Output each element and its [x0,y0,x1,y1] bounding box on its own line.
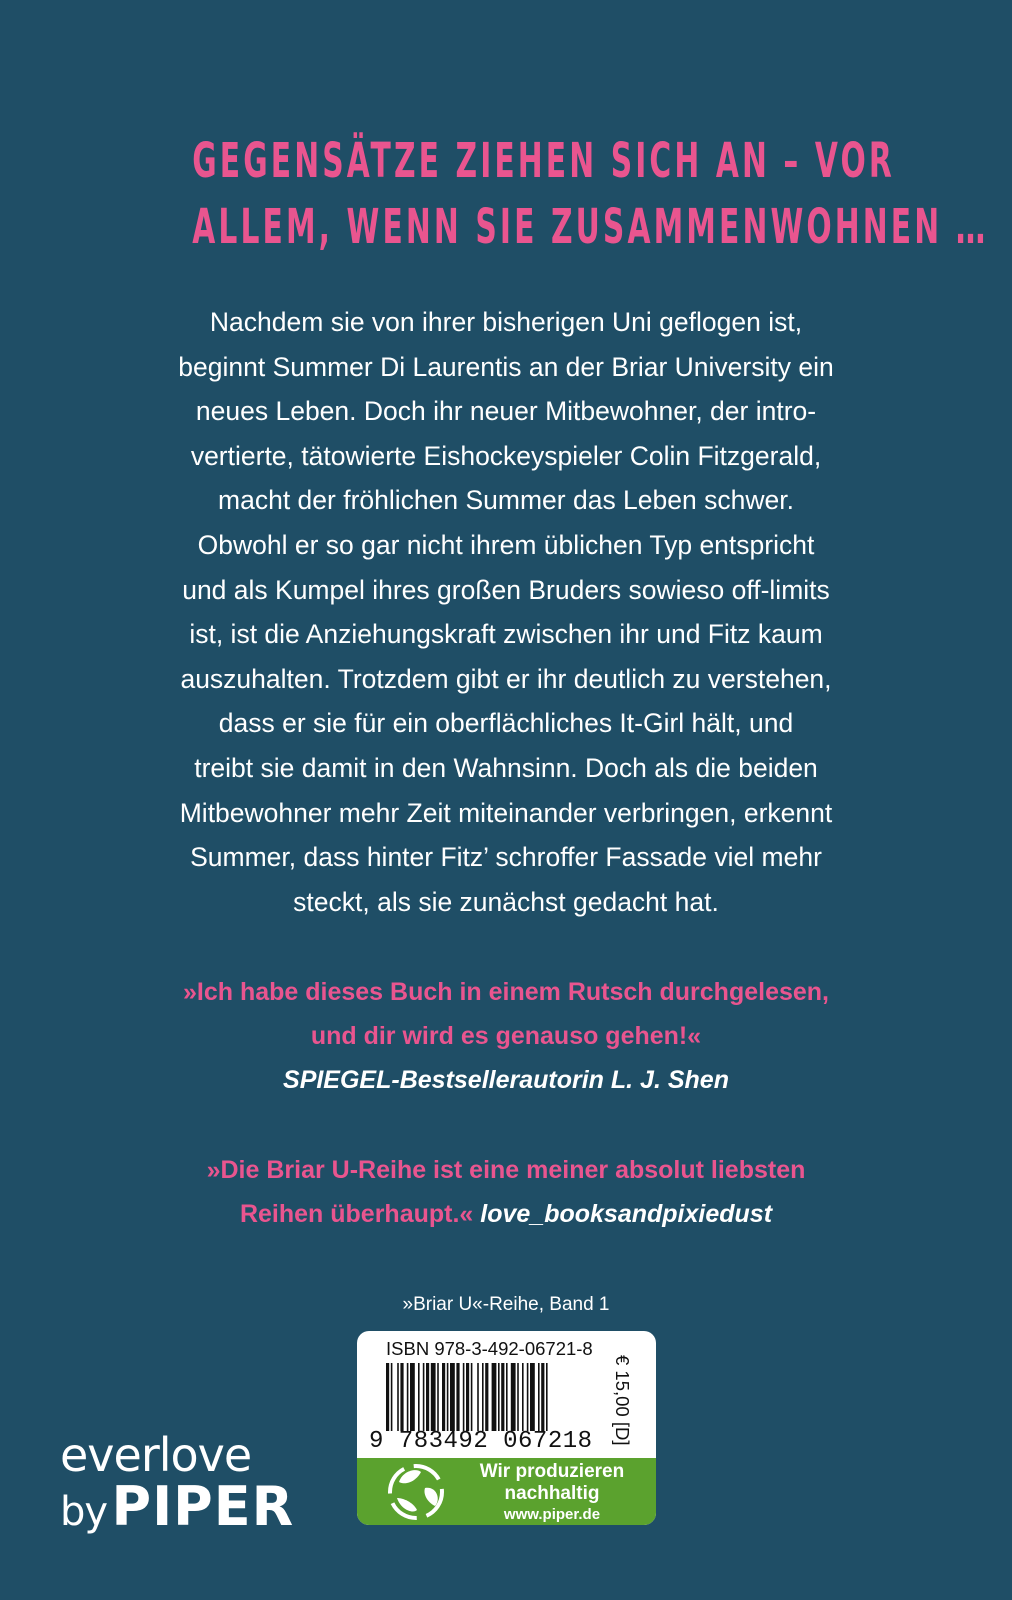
blurb-line: dass er sie für ein oberflächliches It-Girl hält, und [218,708,794,739]
quote-2-line-2-row [0,1192,1012,1236]
logo-piper: PIPER [111,1475,295,1538]
sustainability-line-1: Wir produzieren [479,1461,625,1482]
blurb-line: macht der fröhlichen Summer das Leben schwer. [218,485,794,516]
blurb-line: Mitbewohner mehr Zeit miteinander verbringen, erkennt [179,797,833,828]
isbn-label: ISBN 978-3-492-06721-8 [386,1338,593,1359]
barcode-bar [511,1363,516,1431]
barcode-bar [546,1363,548,1431]
blurb-line: neues Leben. Doch ihr neuer Mitbewohner, der intro- [195,396,817,427]
review-quote-2 [0,1148,1012,1236]
barcode-bar [517,1363,519,1431]
barcode-bar [456,1363,459,1431]
barcode-bar [541,1363,544,1431]
barcode-bar [450,1363,455,1431]
quote-1-line-1: »Ich habe dieses Buch in einem Rutsch durchgelesen, [182,978,830,1006]
barcode-bar [437,1363,439,1431]
barcode-bar [418,1363,420,1431]
sustainability-text [457,1461,647,1525]
logo-bottom-row [60,1475,295,1548]
barcode-bar [492,1363,497,1431]
barcode-bar [463,1363,465,1431]
barcode-bar [527,1363,529,1431]
barcode-bar [530,1363,535,1431]
quote-2-attribution: love_booksandpixiedust [480,1200,773,1228]
sustainability-badge [357,1458,656,1525]
series-label: »Briar U«-Reihe, Band 1 [402,1294,610,1315]
barcode-icon [386,1363,596,1431]
headline-line-1: GEGENSÄTZE ZIEHEN SICH AN – VOR [192,133,895,189]
blurb [0,300,1012,924]
blurb-line: steckt, als sie zunächst gedacht hat. [293,886,719,917]
blurb-line: Summer, dass hinter Fitz’ schroffer Fassade viel mehr [190,842,822,873]
blurb-line: treibt sie damit in den Wahnsinn. Doch als die beiden [194,752,818,783]
recycle-leaves-icon [385,1462,447,1522]
barcode-bar [498,1363,500,1431]
barcode-bar [410,1363,415,1431]
barcode-bar [391,1363,393,1431]
logo-everlove: everlove [60,1428,252,1482]
logo-by: by [60,1489,108,1535]
blurb-line: auszuhalten. Trotzdem gibt er ihr deutlich zu verstehen, [180,663,832,694]
quote-1-line-2: und dir wird es genauso gehen!« [310,1022,702,1050]
blurb-line: und als Kumpel ihres großen Bruders sowieso off-limits [182,574,830,605]
quote-1-attribution: SPIEGEL-Bestsellerautorin L. J. Shen [283,1066,729,1094]
barcode-panel [357,1331,656,1525]
barcode-bar [477,1363,479,1431]
barcode-bar [506,1363,508,1431]
barcode-bar [431,1363,436,1431]
barcode-bar [466,1363,469,1431]
review-quote-1 [0,970,1012,1102]
barcode-bar [442,1363,445,1431]
barcode-digits: 9 783492 067218 [369,1428,593,1455]
barcode-bar [423,1363,425,1431]
blurb-line: ist, ist die Anziehungskraft zwischen ihr und Fitz kaum [189,619,823,650]
publisher-logo [60,1428,295,1548]
barcode-bar [471,1363,473,1431]
quote-2-line-2: Reihen überhaupt.« [239,1200,474,1228]
barcode-bar [538,1363,540,1431]
barcode-bar [485,1363,488,1431]
blurb-line: Nachdem sie von ihrer bisherigen Uni geflogen ist, [209,307,803,337]
headline-line-2: ALLEM, WENN SIE ZUSAMMENWOHNEN … [192,199,989,255]
blurb-line: Obwohl er so gar nicht ihrem üblichen Typ entspricht [197,529,815,560]
price-label: € 15,00 [D] [612,1355,633,1446]
sustainability-url: www.piper.de [503,1506,601,1523]
blurb-line: vertierte, tätowierte Eishockeyspieler Colin Fitzgerald, [190,440,822,471]
barcode-bar [522,1363,524,1431]
barcode-bar [426,1363,429,1431]
barcode-bar [400,1363,403,1431]
blurb-line: beginnt Summer Di Laurentis an der Briar University ein [178,351,834,382]
barcode-bar [397,1363,399,1431]
barcode-bar [482,1363,484,1431]
barcode-bar [386,1363,389,1431]
barcode-bar [501,1363,504,1431]
barcode-bar [447,1363,449,1431]
headline [192,128,989,260]
quote-2-line-1: »Die Briar U-Reihe ist eine meiner absolut liebsten [206,1156,806,1184]
sustainability-line-2: nachhaltig [504,1483,600,1504]
barcode-bar [407,1363,409,1431]
